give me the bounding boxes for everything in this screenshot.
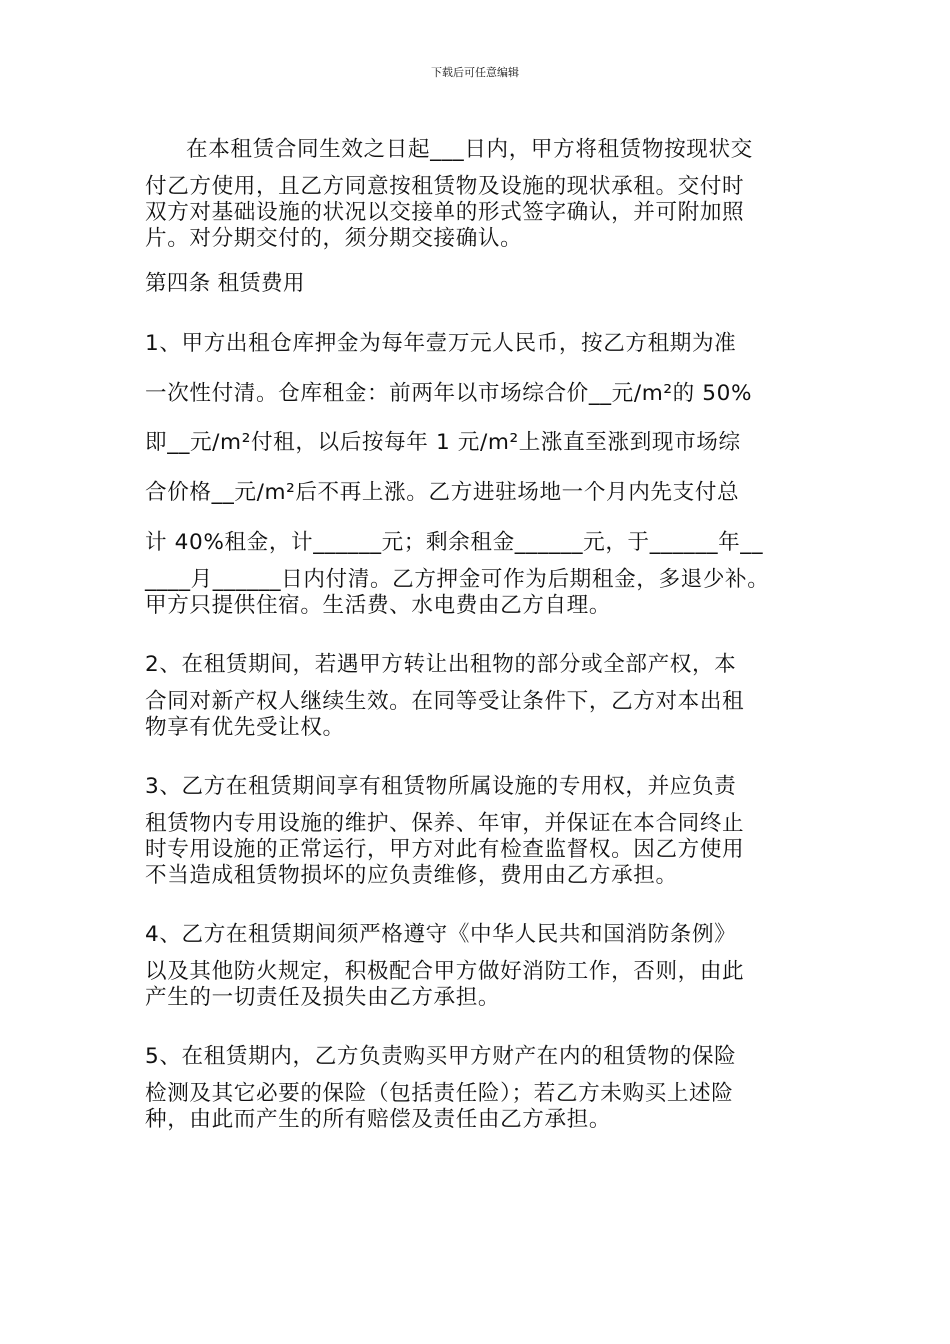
paragraph-line: 租赁物内专用设施的维护、保养、年审，并保证在本合同终止 (145, 811, 745, 836)
paragraph-line: 双方对基础设施的状况以交接单的形式签字确认，并可附加照 (145, 200, 745, 225)
section-heading: 第四条 租赁费用 (145, 271, 305, 296)
paragraph-line: 2、在租赁期间，若遇甲方转让出租物的部分或全部产权，本 (145, 652, 737, 677)
paragraph-line: 产生的一切责任及损失由乙方承担。 (145, 985, 501, 1010)
paragraph-line: 4、乙方在租赁期间须严格遵守《中华人民共和国消防条例》 (145, 922, 737, 947)
paragraph-line: 计 40%租金，计______元；剩余租金______元，于______年__ (145, 530, 764, 555)
paragraph-line: 付乙方使用，且乙方同意按租赁物及设施的现状承租。交付时 (145, 174, 745, 199)
paragraph-line: 一次性付清。仓库租金：前两年以市场综合价__元/m²的 50% (145, 381, 753, 406)
paragraph-line: 以及其他防火规定，积极配合甲方做好消防工作，否则，由此 (145, 959, 745, 984)
paragraph-line: 检测及其它必要的保险（包括责任险）；若乙方未购买上述险 (145, 1081, 734, 1106)
paragraph-line: 时专用设施的正常运行，甲方对此有检查监督权。因乙方使用 (145, 837, 745, 862)
paragraph-line: 即__元/m²付租，以后按每年 1 元/m²上涨直至涨到现市场综 (145, 430, 741, 455)
paragraph-line: 物享有优先受让权。 (145, 715, 345, 740)
paragraph-line: 在本租赁合同生效之日起___日内，甲方将租赁物按现状交 (186, 137, 753, 162)
paragraph-line: 合同对新产权人继续生效。在同等受让条件下，乙方对本出租 (145, 689, 745, 714)
page-header: 下载后可任意编辑 (431, 66, 519, 79)
paragraph-line: 5、在租赁期内，乙方负责购买甲方财产在内的租赁物的保险 (145, 1044, 737, 1069)
paragraph-line: 合价格__元/m²后不再上涨。乙方进驻场地一个月内先支付总 (145, 480, 740, 505)
paragraph-line: 片。对分期交付的，须分期交接确认。 (145, 226, 523, 251)
paragraph-line: 1、甲方出租仓库押金为每年壹万元人民币，按乙方租期为准 (145, 331, 737, 356)
paragraph-line: 甲方只提供住宿。生活费、水电费由乙方自理。 (145, 593, 612, 618)
paragraph-line: 种，由此而产生的所有赔偿及责任由乙方承担。 (145, 1107, 612, 1132)
paragraph-line: ____月______日内付清。乙方押金可作为后期租金，多退少补。 (145, 567, 770, 592)
paragraph-line: 不当造成租赁物损坏的应负责维修，费用由乙方承担。 (145, 863, 678, 888)
paragraph-line: 3、乙方在租赁期间享有租赁物所属设施的专用权，并应负责 (145, 774, 737, 799)
